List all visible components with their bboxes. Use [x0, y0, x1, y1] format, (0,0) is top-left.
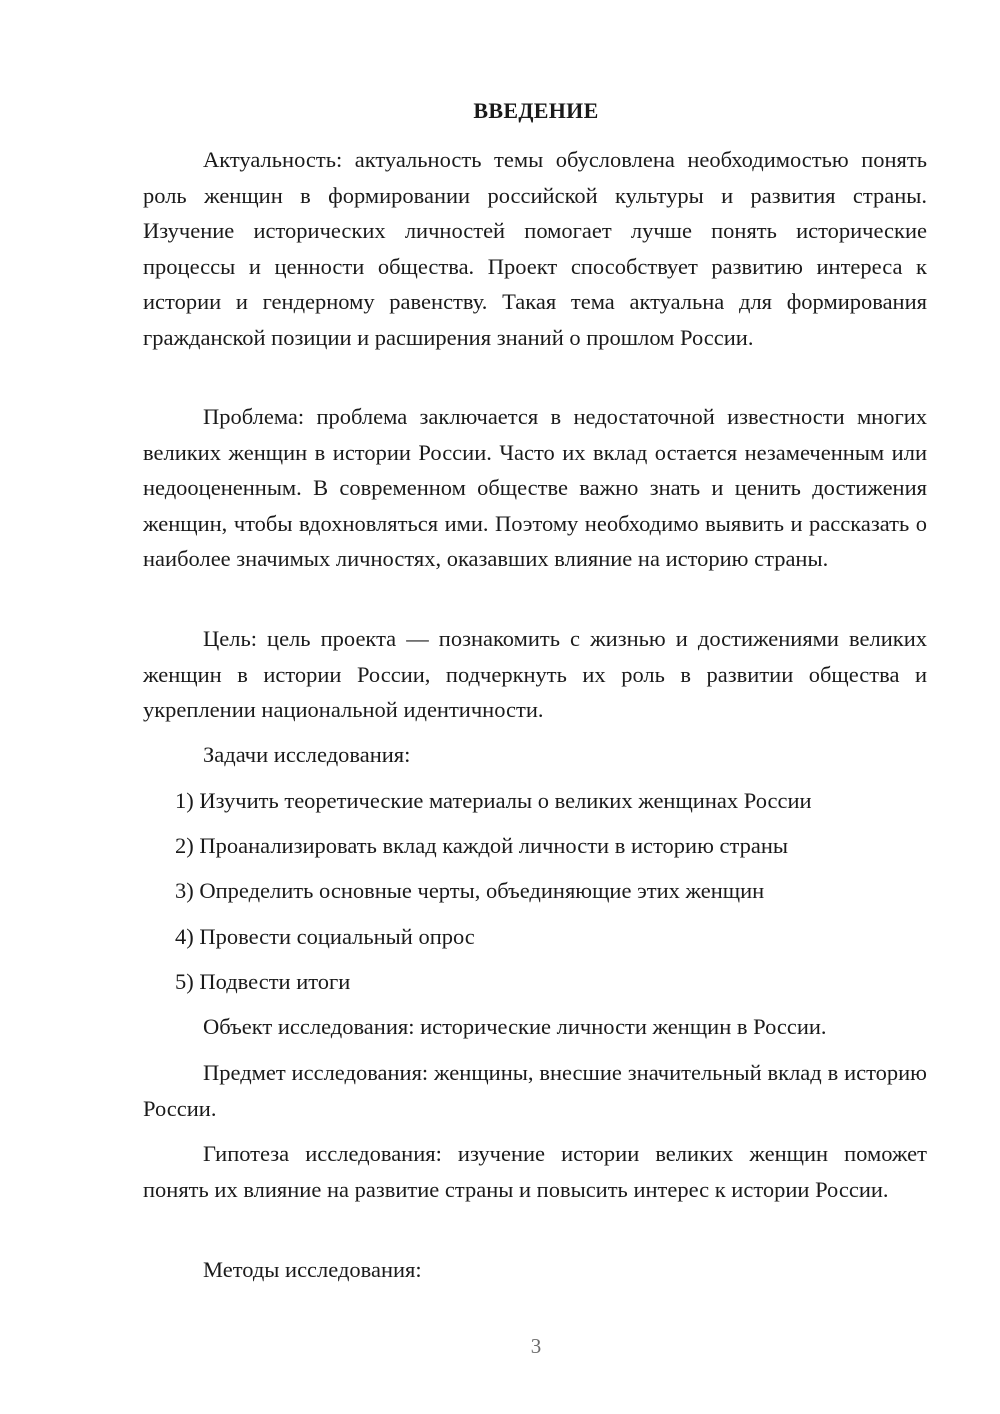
paragraph-hypothesis: Гипотеза исследования: изучение истории великих женщин поможет понять их влияние на развитие страны и повысить интерес к истории России.: [143, 1141, 927, 1202]
methods-heading: Методы исследования:: [203, 1257, 422, 1282]
paragraph-relevance: Актуальность: актуальность темы обусловлена необходимостью понять роль женщин в формировании российской культуры и развития страны. Изучение исторических личностей помогает лучше понять исторические процессы и ценности общества. Проект способствует развитию интереса к истории и гендерному равенству. Такая тема актуальна для формирования гражданской позиции и расширения знаний о прошлом России.: [143, 147, 927, 350]
tasks-heading: Задачи исследования:: [203, 742, 411, 767]
list-item: 5) Подвести итоги: [175, 969, 351, 994]
paragraph-object: Объект исследования: исторические личности женщин в России.: [203, 1014, 827, 1039]
page-title: ВВЕДЕНИЕ: [473, 98, 599, 123]
list-item: 2) Проанализировать вклад каждой личности в историю страны: [175, 833, 789, 858]
page-number: 3: [530, 1334, 542, 1358]
paragraph-subject: Предмет исследования: женщины, внесшие значительный вклад в историю России.: [143, 1060, 927, 1121]
paragraph-goal: Цель: цель проекта — познакомить с жизнью и достижениями великих женщин в истории России, подчеркнуть их роль в развитии общества и укреплении национальной идентичности.: [143, 626, 927, 722]
list-item: 3) Определить основные черты, объединяющие этих женщин: [175, 878, 765, 903]
list-item: 4) Провести социальный опрос: [175, 924, 475, 949]
paragraph-problem: Проблема: проблема заключается в недостаточной известности многих великих женщин в истории России. Часто их вклад остается незамеченным или недооцененным. В современном обществе важно знать и ценить достижения женщин, чтобы вдохновляться ими. Поэтому необходимо выявить и рассказать о наиболее значимых личностях, оказавших влияние на историю страны.: [143, 404, 927, 571]
list-item: 1) Изучить теоретические материалы о великих женщинах России: [175, 788, 812, 813]
